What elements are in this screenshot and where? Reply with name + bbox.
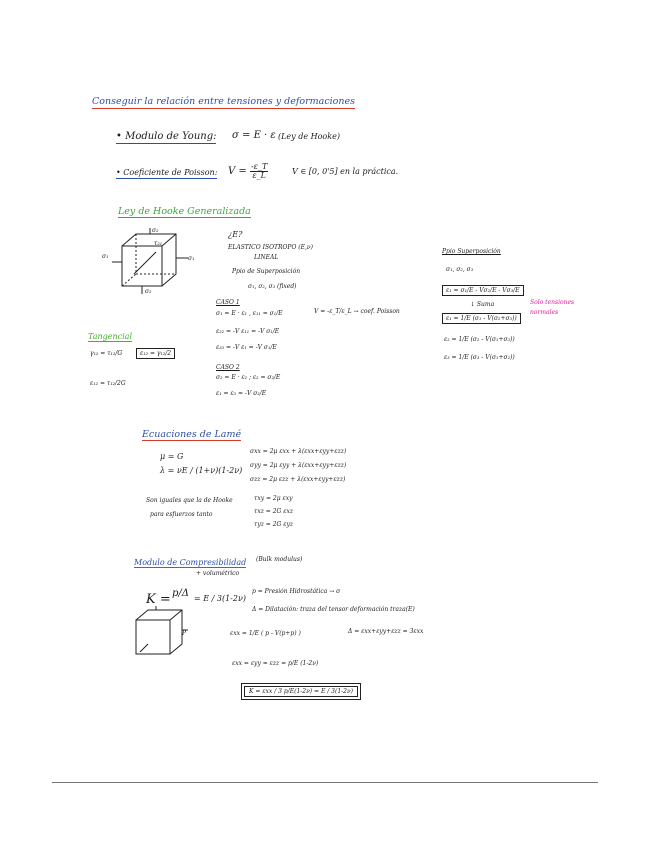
bulk-formula: p/Δ — [172, 588, 189, 599]
young-label: • Modulo de Young: — [116, 131, 217, 142]
poisson-fraction — [250, 163, 268, 180]
superpos-line: ε₃ = 1/E (σ₃ - V(σ₁+σ₂)) — [444, 354, 515, 361]
cube-label-bottom: σ₂ — [145, 288, 152, 295]
main-title: Conseguir la relación entre tensiones y deformaciones — [92, 96, 356, 107]
caso2-line: ε₁ = ε₃ = -V σ₂/E — [216, 390, 267, 397]
lame-title: Ecuaciones de Lamé — [142, 429, 242, 440]
bulk-exx: εxx = 1/E ( p - V(p+p) ) — [230, 630, 301, 637]
caso1-line: σ₁ = E · ε₁ , ε₁₁ = σ₁/E — [216, 310, 283, 317]
bulk-def: Δ = Dilatación: traza del tensor deformación traza(E) — [252, 606, 415, 613]
lame-param: λ = νE / (1+ν)(1-2ν) — [160, 466, 243, 475]
superpos-boxed-line: ε₁ = 1/E (σ₁ - V(σ₂+σ₃)) — [442, 313, 521, 324]
lame-normal: σxx = 2μ εxx + λ(εxx+εyy+εzz) — [250, 448, 347, 455]
lame-param: μ = G — [160, 452, 184, 461]
bulk-title: Modulo de Compresibilidad — [134, 558, 247, 567]
condition-line: Ppio de Superposición — [232, 268, 301, 275]
tangential-title: Tangencial — [88, 332, 133, 341]
caso1-side: V = -ε_T/ε_L → coef. Poisson — [314, 308, 400, 315]
superpos-line: ↓ Suma — [470, 301, 495, 308]
poisson-label: • Coeficiente de Poisson: — [116, 168, 218, 177]
superpos-boxed-line: ε₁ = σ₁/E - Vσ₂/E - Vσ₃/E — [442, 285, 524, 296]
caso1-line: ε₂₂ = -V ε₁₁ = -V σ₁/E — [216, 328, 280, 335]
condition-line: ¿E? — [228, 230, 243, 239]
caso2-line: σ₂ = E · ε₂ ; ε₂ = σ₂/E — [216, 374, 281, 381]
lame-note: Son iguales que la de Hooke — [146, 497, 233, 504]
lame-shear: τxz = 2G εxz — [254, 508, 293, 515]
cube-label-top: σ₂ — [152, 227, 159, 234]
lame-shear: τyz = 2G εyz — [254, 521, 293, 528]
superpos-line: ε₂ = 1/E (σ₂ - V(σ₁+σ₃)) — [444, 336, 515, 343]
cube-label-right: σ₁ — [188, 255, 195, 262]
condition-line: σ₁, σ₂, σ₃ (fixed) — [248, 283, 297, 290]
lame-normal: σzz = 2μ εzz + λ(εxx+εyy+εzz) — [250, 476, 346, 483]
lame-normal: σyy = 2μ εyy + λ(εxx+εyy+εzz) — [250, 462, 347, 469]
lame-shear: τxy = 2μ εxy — [254, 495, 293, 502]
hooke-title: Ley de Hooke Generalizada — [118, 206, 251, 217]
hydrostatic-cube-label: P — [182, 630, 187, 637]
tangential-line: ε₁₂ = τ₁₂/2G — [90, 380, 126, 387]
young-note: (Ley de Hooke) — [278, 132, 340, 141]
poisson-lhs: V = — [228, 166, 250, 177]
superpos-title: Ppio Superposición — [442, 248, 501, 255]
bulk-title-note: (Bulk modulus) — [256, 556, 303, 563]
bulk-sub: + volumétrico — [196, 570, 240, 577]
lame-note: para esfuerzos tanto — [150, 511, 213, 518]
poisson-den: ε_L — [252, 171, 266, 180]
caso1-line: ε₃₃ = -V ε₁ = -V σ₁/E — [216, 344, 277, 351]
bulk-delta: Δ = εxx+εyy+εzz = 3εxx — [348, 628, 424, 635]
caso2-label: CASO 2 — [216, 364, 240, 371]
cube-label-inner: τ₂₁ — [154, 240, 163, 247]
normals-note: Solo tensiones normales — [530, 299, 575, 316]
young-formula: σ = E · ε — [232, 130, 276, 141]
bulk-formula: = E / 3(1-2ν) — [194, 594, 246, 603]
page-bottom-rule — [52, 782, 598, 783]
bulk-final: K = εxx / 3 p/E(1-2ν) = E / 3(1-2ν) — [244, 686, 358, 697]
condition-line: ELASTICO ISOTROPO (E,ν) — [228, 244, 313, 251]
poisson-formula — [228, 163, 268, 180]
poisson-range: V ∈ [0, 0'5] en la práctica. — [292, 167, 399, 176]
condition-line: LINEAL — [254, 254, 279, 261]
tangential-boxed: ε₁₂ = γ₁₂/2 — [136, 348, 175, 359]
bulk-formula-lhs: K = — [146, 592, 171, 607]
poisson-num: -ε_T — [250, 162, 268, 171]
superpos-line: σ₁, σ₂, σ₃ — [446, 266, 474, 273]
bulk-equal: εxx = εyy = εzz = p/E (1-2ν) — [232, 660, 319, 667]
caso1-label: CASO 1 — [216, 299, 240, 306]
bulk-def: p = Presión Hidrostática → σ — [252, 588, 341, 595]
cube-label-left: σ₁ — [102, 253, 109, 260]
tangential-line: γ₁₂ = τ₁₂/G — [90, 350, 123, 357]
